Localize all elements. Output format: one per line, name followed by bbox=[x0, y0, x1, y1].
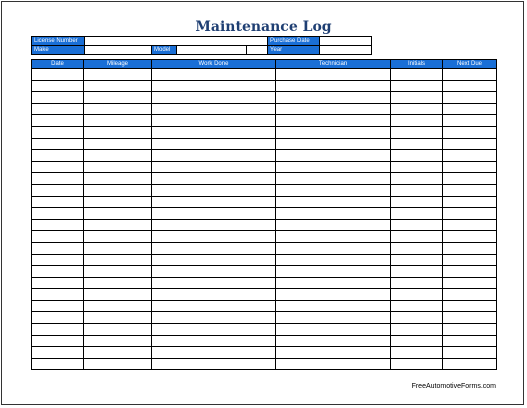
cell-date[interactable] bbox=[32, 115, 84, 127]
cell-next-due[interactable] bbox=[443, 173, 497, 185]
cell-initials[interactable] bbox=[391, 126, 443, 138]
cell-work-done[interactable] bbox=[152, 242, 276, 254]
table-row bbox=[32, 80, 497, 92]
cell-next-due[interactable] bbox=[443, 324, 497, 336]
cell-date[interactable] bbox=[32, 138, 84, 150]
table-row bbox=[32, 196, 497, 208]
cell-date[interactable] bbox=[32, 335, 84, 347]
cell-initials[interactable] bbox=[391, 115, 443, 127]
cell-work-done[interactable] bbox=[152, 161, 276, 173]
cell-technician[interactable] bbox=[276, 92, 391, 104]
cell-next-due[interactable] bbox=[443, 126, 497, 138]
cell-date[interactable] bbox=[32, 254, 84, 266]
table-row bbox=[32, 266, 497, 278]
cell-date[interactable] bbox=[32, 92, 84, 104]
cell-technician[interactable] bbox=[276, 347, 391, 359]
table-row bbox=[32, 126, 497, 138]
cell-initials[interactable] bbox=[391, 289, 443, 301]
cell-next-due[interactable] bbox=[443, 335, 497, 347]
cell-mileage[interactable] bbox=[84, 138, 152, 150]
cell-initials[interactable] bbox=[391, 300, 443, 312]
cell-next-due[interactable] bbox=[443, 103, 497, 115]
log-header-row bbox=[32, 60, 497, 69]
table-row bbox=[32, 173, 497, 185]
model-field[interactable] bbox=[177, 46, 247, 55]
cell-technician[interactable] bbox=[276, 300, 391, 312]
cell-mileage[interactable] bbox=[84, 115, 152, 127]
cell-initials[interactable] bbox=[391, 150, 443, 162]
license-number-field[interactable] bbox=[85, 37, 268, 46]
cell-mileage[interactable] bbox=[84, 312, 152, 324]
cell-mileage[interactable] bbox=[84, 277, 152, 289]
table-row bbox=[32, 103, 497, 115]
cell-mileage[interactable] bbox=[84, 266, 152, 278]
table-row bbox=[32, 358, 497, 370]
col-header-date: Date bbox=[32, 60, 84, 69]
cell-initials[interactable] bbox=[391, 69, 443, 81]
cell-date[interactable] bbox=[32, 347, 84, 359]
cell-technician[interactable] bbox=[276, 115, 391, 127]
table-row bbox=[32, 289, 497, 301]
cell-mileage[interactable] bbox=[84, 69, 152, 81]
cell-initials[interactable] bbox=[391, 277, 443, 289]
cell-next-due[interactable] bbox=[443, 208, 497, 220]
cell-next-due[interactable] bbox=[443, 184, 497, 196]
table-row bbox=[32, 208, 497, 220]
info-row-license bbox=[32, 37, 372, 46]
cell-next-due[interactable] bbox=[443, 161, 497, 173]
cell-next-due[interactable] bbox=[443, 138, 497, 150]
cell-next-due[interactable] bbox=[443, 242, 497, 254]
cell-mileage[interactable] bbox=[84, 103, 152, 115]
cell-mileage[interactable] bbox=[84, 184, 152, 196]
cell-initials[interactable] bbox=[391, 184, 443, 196]
cell-date[interactable] bbox=[32, 242, 84, 254]
cell-next-due[interactable] bbox=[443, 80, 497, 92]
cell-mileage[interactable] bbox=[84, 347, 152, 359]
cell-next-due[interactable] bbox=[443, 69, 497, 81]
cell-mileage[interactable] bbox=[84, 242, 152, 254]
cell-initials[interactable] bbox=[391, 231, 443, 243]
cell-initials[interactable] bbox=[391, 347, 443, 359]
table-row bbox=[32, 69, 497, 81]
maintenance-log-table bbox=[31, 59, 497, 370]
cell-mileage[interactable] bbox=[84, 324, 152, 336]
cell-date[interactable] bbox=[32, 208, 84, 220]
cell-mileage[interactable] bbox=[84, 219, 152, 231]
cell-work-done[interactable] bbox=[152, 150, 276, 162]
cell-initials[interactable] bbox=[391, 324, 443, 336]
cell-technician[interactable] bbox=[276, 231, 391, 243]
cell-technician[interactable] bbox=[276, 358, 391, 370]
cell-initials[interactable] bbox=[391, 92, 443, 104]
cell-next-due[interactable] bbox=[443, 347, 497, 359]
table-row bbox=[32, 138, 497, 150]
log-body bbox=[32, 69, 497, 370]
cell-technician[interactable] bbox=[276, 324, 391, 336]
cell-date[interactable] bbox=[32, 184, 84, 196]
cell-mileage[interactable] bbox=[84, 126, 152, 138]
cell-technician[interactable] bbox=[276, 208, 391, 220]
cell-date[interactable] bbox=[32, 312, 84, 324]
purchase-date-field[interactable] bbox=[320, 37, 372, 46]
cell-work-done[interactable] bbox=[152, 126, 276, 138]
cell-technician[interactable] bbox=[276, 126, 391, 138]
cell-work-done[interactable] bbox=[152, 115, 276, 127]
cell-initials[interactable] bbox=[391, 138, 443, 150]
cell-work-done[interactable] bbox=[152, 138, 276, 150]
cell-date[interactable] bbox=[32, 103, 84, 115]
cell-work-done[interactable] bbox=[152, 277, 276, 289]
cell-date[interactable] bbox=[32, 219, 84, 231]
cell-mileage[interactable] bbox=[84, 300, 152, 312]
cell-next-due[interactable] bbox=[443, 92, 497, 104]
cell-next-due[interactable] bbox=[443, 115, 497, 127]
table-row bbox=[32, 335, 497, 347]
cell-work-done[interactable] bbox=[152, 335, 276, 347]
cell-initials[interactable] bbox=[391, 242, 443, 254]
cell-initials[interactable] bbox=[391, 254, 443, 266]
cell-initials[interactable] bbox=[391, 358, 443, 370]
cell-date[interactable] bbox=[32, 266, 84, 278]
cell-date[interactable] bbox=[32, 173, 84, 185]
cell-work-done[interactable] bbox=[152, 92, 276, 104]
cell-mileage[interactable] bbox=[84, 161, 152, 173]
cell-next-due[interactable] bbox=[443, 358, 497, 370]
cell-work-done[interactable] bbox=[152, 80, 276, 92]
cell-technician[interactable] bbox=[276, 80, 391, 92]
cell-mileage[interactable] bbox=[84, 231, 152, 243]
cell-technician[interactable] bbox=[276, 277, 391, 289]
cell-mileage[interactable] bbox=[84, 289, 152, 301]
table-row bbox=[32, 92, 497, 104]
cell-next-due[interactable] bbox=[443, 150, 497, 162]
cell-initials[interactable] bbox=[391, 196, 443, 208]
cell-technician[interactable] bbox=[276, 161, 391, 173]
table-row bbox=[32, 231, 497, 243]
cell-mileage[interactable] bbox=[84, 196, 152, 208]
cell-technician[interactable] bbox=[276, 242, 391, 254]
cell-work-done[interactable] bbox=[152, 347, 276, 359]
table-row bbox=[32, 347, 497, 359]
cell-work-done[interactable] bbox=[152, 324, 276, 336]
cell-technician[interactable] bbox=[276, 312, 391, 324]
cell-date[interactable] bbox=[32, 289, 84, 301]
cell-initials[interactable] bbox=[391, 173, 443, 185]
cell-work-done[interactable] bbox=[152, 173, 276, 185]
cell-work-done[interactable] bbox=[152, 312, 276, 324]
cell-work-done[interactable] bbox=[152, 219, 276, 231]
cell-technician[interactable] bbox=[276, 196, 391, 208]
table-row bbox=[32, 150, 497, 162]
table-row bbox=[32, 115, 497, 127]
cell-date[interactable] bbox=[32, 196, 84, 208]
model-label: Model bbox=[152, 46, 177, 55]
make-field[interactable] bbox=[85, 46, 152, 55]
cell-work-done[interactable] bbox=[152, 196, 276, 208]
cell-next-due[interactable] bbox=[443, 254, 497, 266]
table-row bbox=[32, 300, 497, 312]
cell-work-done[interactable] bbox=[152, 184, 276, 196]
cell-initials[interactable] bbox=[391, 312, 443, 324]
cell-technician[interactable] bbox=[276, 335, 391, 347]
table-row bbox=[32, 277, 497, 289]
model-field-extension[interactable] bbox=[247, 46, 268, 55]
cell-initials[interactable] bbox=[391, 161, 443, 173]
cell-next-due[interactable] bbox=[443, 289, 497, 301]
cell-date[interactable] bbox=[32, 358, 84, 370]
cell-work-done[interactable] bbox=[152, 254, 276, 266]
cell-date[interactable] bbox=[32, 324, 84, 336]
cell-technician[interactable] bbox=[276, 138, 391, 150]
cell-date[interactable] bbox=[32, 277, 84, 289]
cell-initials[interactable] bbox=[391, 103, 443, 115]
cell-work-done[interactable] bbox=[152, 231, 276, 243]
cell-work-done[interactable] bbox=[152, 300, 276, 312]
col-header-initials: Initials bbox=[391, 60, 443, 69]
cell-date[interactable] bbox=[32, 300, 84, 312]
vehicle-info-table bbox=[31, 36, 372, 55]
cell-mileage[interactable] bbox=[84, 80, 152, 92]
cell-next-due[interactable] bbox=[443, 300, 497, 312]
col-header-mileage: Mileage bbox=[84, 60, 152, 69]
license-number-label: License Number bbox=[32, 37, 85, 46]
table-row bbox=[32, 254, 497, 266]
cell-date[interactable] bbox=[32, 231, 84, 243]
cell-next-due[interactable] bbox=[443, 312, 497, 324]
cell-mileage[interactable] bbox=[84, 254, 152, 266]
table-row bbox=[32, 242, 497, 254]
cell-technician[interactable] bbox=[276, 289, 391, 301]
cell-mileage[interactable] bbox=[84, 150, 152, 162]
cell-technician[interactable] bbox=[276, 266, 391, 278]
table-row bbox=[32, 324, 497, 336]
cell-initials[interactable] bbox=[391, 208, 443, 220]
year-field[interactable] bbox=[320, 46, 372, 55]
cell-date[interactable] bbox=[32, 126, 84, 138]
cell-work-done[interactable] bbox=[152, 266, 276, 278]
table-row bbox=[32, 219, 497, 231]
col-header-next-due: Next Due bbox=[443, 60, 497, 69]
cell-technician[interactable] bbox=[276, 150, 391, 162]
cell-next-due[interactable] bbox=[443, 196, 497, 208]
cell-mileage[interactable] bbox=[84, 335, 152, 347]
year-label: Year bbox=[268, 46, 320, 55]
cell-technician[interactable] bbox=[276, 219, 391, 231]
cell-work-done[interactable] bbox=[152, 69, 276, 81]
cell-next-due[interactable] bbox=[443, 231, 497, 243]
cell-initials[interactable] bbox=[391, 266, 443, 278]
cell-work-done[interactable] bbox=[152, 358, 276, 370]
cell-date[interactable] bbox=[32, 161, 84, 173]
cell-mileage[interactable] bbox=[84, 358, 152, 370]
cell-next-due[interactable] bbox=[443, 266, 497, 278]
cell-technician[interactable] bbox=[276, 173, 391, 185]
cell-date[interactable] bbox=[32, 69, 84, 81]
table-row bbox=[32, 184, 497, 196]
purchase-date-label: Purchase Date bbox=[268, 37, 320, 46]
table-row bbox=[32, 161, 497, 173]
table-row bbox=[32, 312, 497, 324]
cell-next-due[interactable] bbox=[443, 277, 497, 289]
cell-mileage[interactable] bbox=[84, 173, 152, 185]
cell-mileage[interactable] bbox=[84, 92, 152, 104]
cell-technician[interactable] bbox=[276, 69, 391, 81]
cell-initials[interactable] bbox=[391, 219, 443, 231]
cell-date[interactable] bbox=[32, 80, 84, 92]
cell-date[interactable] bbox=[32, 150, 84, 162]
cell-work-done[interactable] bbox=[152, 103, 276, 115]
cell-technician[interactable] bbox=[276, 103, 391, 115]
col-header-technician: Technician bbox=[276, 60, 391, 69]
cell-mileage[interactable] bbox=[84, 208, 152, 220]
col-header-work-done: Work Done bbox=[152, 60, 276, 69]
cell-technician[interactable] bbox=[276, 254, 391, 266]
page-title: Maintenance Log bbox=[195, 19, 332, 35]
footer-website: FreeAutomotiveForms.com bbox=[411, 383, 496, 390]
cell-technician[interactable] bbox=[276, 184, 391, 196]
cell-initials[interactable] bbox=[391, 80, 443, 92]
info-row-make bbox=[32, 46, 372, 55]
cell-initials[interactable] bbox=[391, 335, 443, 347]
cell-work-done[interactable] bbox=[152, 208, 276, 220]
make-label: Make bbox=[32, 46, 85, 55]
cell-work-done[interactable] bbox=[152, 289, 276, 301]
cell-next-due[interactable] bbox=[443, 219, 497, 231]
